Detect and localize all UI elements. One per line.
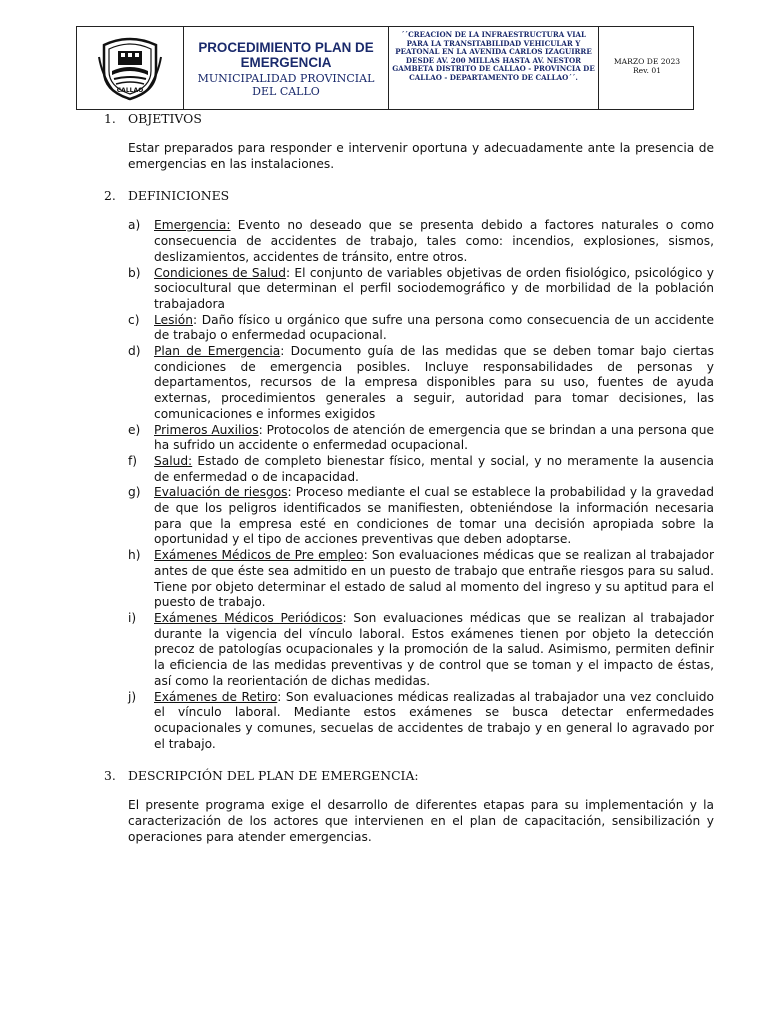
section-heading-objetivos <box>104 111 714 127</box>
date-cell <box>599 27 695 109</box>
document-body <box>104 111 714 845</box>
document-date: MARZO DE 2023 <box>613 57 681 66</box>
section-number: 1. <box>104 111 116 126</box>
title-cell <box>184 27 389 109</box>
section-heading-definiciones <box>104 188 714 204</box>
definition-term: Emergencia: <box>154 218 231 233</box>
definition-term: Primeros Auxilios <box>154 422 259 437</box>
section-number: 2. <box>104 188 116 204</box>
definition-item <box>128 690 714 753</box>
item-letter: e) <box>128 422 141 437</box>
definition-text: : El conjunto de variables objetivas de orden fisiológico, psicológico y sociocultural que determinan el perfil sociodemográfico y de morbilidad de la población trabajadora <box>154 265 714 311</box>
item-letter: c) <box>128 312 140 327</box>
municipal-crest-icon <box>98 35 162 101</box>
definition-item <box>128 344 714 423</box>
definition-item <box>128 266 714 313</box>
definition-term: Exámenes Médicos Periódicos <box>154 610 343 625</box>
objetivos-paragraph: Estar preparados para responder e intervenir oportuna y adecuadamente ante la presencia de emergencias en las instalaciones. <box>128 141 714 171</box>
section-heading-descripcion <box>104 768 714 784</box>
document-title: PROCEDIMIENTO PLAN DE EMERGENCIA <box>198 40 374 70</box>
definition-item <box>128 313 714 344</box>
definition-text: : Proceso mediante el cual se establece la probabilidad y la gravedad de que los peligros identificados se manifiesten, obteniéndose la información necesaria para que la empresa esté en condiciones de tomar una decisión apropiada sobre la oportunidad y el tipo de acciones preventivas que deben adoptarse. <box>154 485 715 547</box>
definition-text: : Protocolos de atención de emergencia que se brindan a una persona que ha sufrido un accidente o enfermedad ocupacional. <box>154 422 714 453</box>
document-header <box>76 26 694 110</box>
definition-term: Exámenes Médicos de Pre empleo <box>154 548 364 563</box>
definition-text: : Daño físico u orgánico que sufre una persona como consecuencia de un accidente de trabajo o enfermedad ocupacional. <box>154 312 714 343</box>
definitions-list <box>128 218 714 752</box>
document-subtitle: MUNICIPALIDAD PROVINCIAL DEL CALLO <box>197 72 375 98</box>
item-letter: f) <box>128 453 138 468</box>
definition-text: : Son evaluaciones médicas realizadas al trabajador una vez concluido el vínculo laboral. Mediante estos exámenes se busca detectar enfermedades ocupacionales y comunes, secuelas de accidentes de trabajo y en general lo agravado por el trabajo. <box>154 689 714 751</box>
definition-item <box>128 548 714 611</box>
definition-item <box>128 485 714 548</box>
project-name: ´´CREACION DE LA INFRAESTRUCTURA VIAL PARA LA TRANSITABILIDAD VEHICULAR Y PEATONAL EN LA AVENIDA CARLOS IZAGUIRRE DESDE AV. 200 MILLAS HASTA AV. NESTOR GAMBETA DISTRITO DE CALLAO - PROVINCIA DE CALLAO - DEPARTAMENTO DE CALLAO´´. <box>389 27 599 109</box>
document-revision: Rev. 01 <box>632 66 662 75</box>
item-letter: h) <box>128 548 141 563</box>
section-title: DESCRIPCIÓN DEL PLAN DE EMERGENCIA: <box>128 768 419 784</box>
item-letter: i) <box>128 610 137 625</box>
definition-text: Evento no deseado que se presenta debido a factores naturales o como consecuencia de accidentes de trabajo, tales como: incendios, explosiones, sismos, deslizamientos, accidentes de tránsito, entre otros. <box>154 218 714 264</box>
definition-term: Exámenes de Retiro <box>154 689 278 704</box>
item-letter: b) <box>128 265 141 280</box>
definition-item <box>128 611 714 690</box>
section-title: DEFINICIONES <box>128 188 230 204</box>
item-letter: a) <box>128 218 141 233</box>
definition-item <box>128 218 714 265</box>
definition-term: Salud: <box>154 453 193 468</box>
definition-term: Lesión <box>154 312 193 327</box>
definition-item <box>128 423 714 454</box>
definition-term: Condiciones de Salud <box>154 265 286 280</box>
section-title: OBJETIVOS <box>128 111 202 126</box>
descripcion-paragraph: El presente programa exige el desarrollo de diferentes etapas para su implementación y la caracterización de los actores que intervienen en el plan de capacitación, sensibilización y operaciones para atender emergencias. <box>128 798 714 844</box>
item-letter: j) <box>128 689 137 704</box>
definition-text: : Documento guía de las medidas que se deben tomar bajo ciertas condiciones de emergencia posibles. Incluye responsabilidades de personas y departamentos, recursos de la empresa disponibles para su uso, fuentes de ayuda externas, procedimientos generales a seguir, autoridad para tomar decisiones, las comunicaciones e informes exigidos <box>154 344 714 421</box>
section-number: 3. <box>104 768 116 784</box>
definition-term: Evaluación de riesgos <box>154 485 288 500</box>
crest-text: CALLAO <box>116 87 144 94</box>
definition-text: : Son evaluaciones médicas que se realizan al trabajador durante la vigencia del vínculo laboral. Estos exámenes tienen por objeto la detección precoz de patologías ocupacionales y la promoción de la salud. Asimismo, permiten definir la eficiencia de las medidas preventivas y de control que se toman y el impacto de éstas, así como la reorientación de dichas medidas. <box>154 610 714 688</box>
logo-cell <box>77 27 184 109</box>
definition-text: Estado de completo bienestar físico, mental y social, y no meramente la ausencia de enfermedad o de incapacidad. <box>154 453 714 484</box>
definition-text: : Son evaluaciones médicas que se realizan al trabajador antes de que éste sea admitido en un puesto de trabajo que entrañe riesgos para su salud. Tiene por objeto determinar el estado de salud al momento del ingreso y su aptitud para el puesto de trabajo. <box>154 548 714 610</box>
item-letter: g) <box>128 485 141 500</box>
definition-term: Plan de Emergencia <box>154 344 281 359</box>
item-letter: d) <box>128 344 141 359</box>
definition-item <box>128 454 714 485</box>
